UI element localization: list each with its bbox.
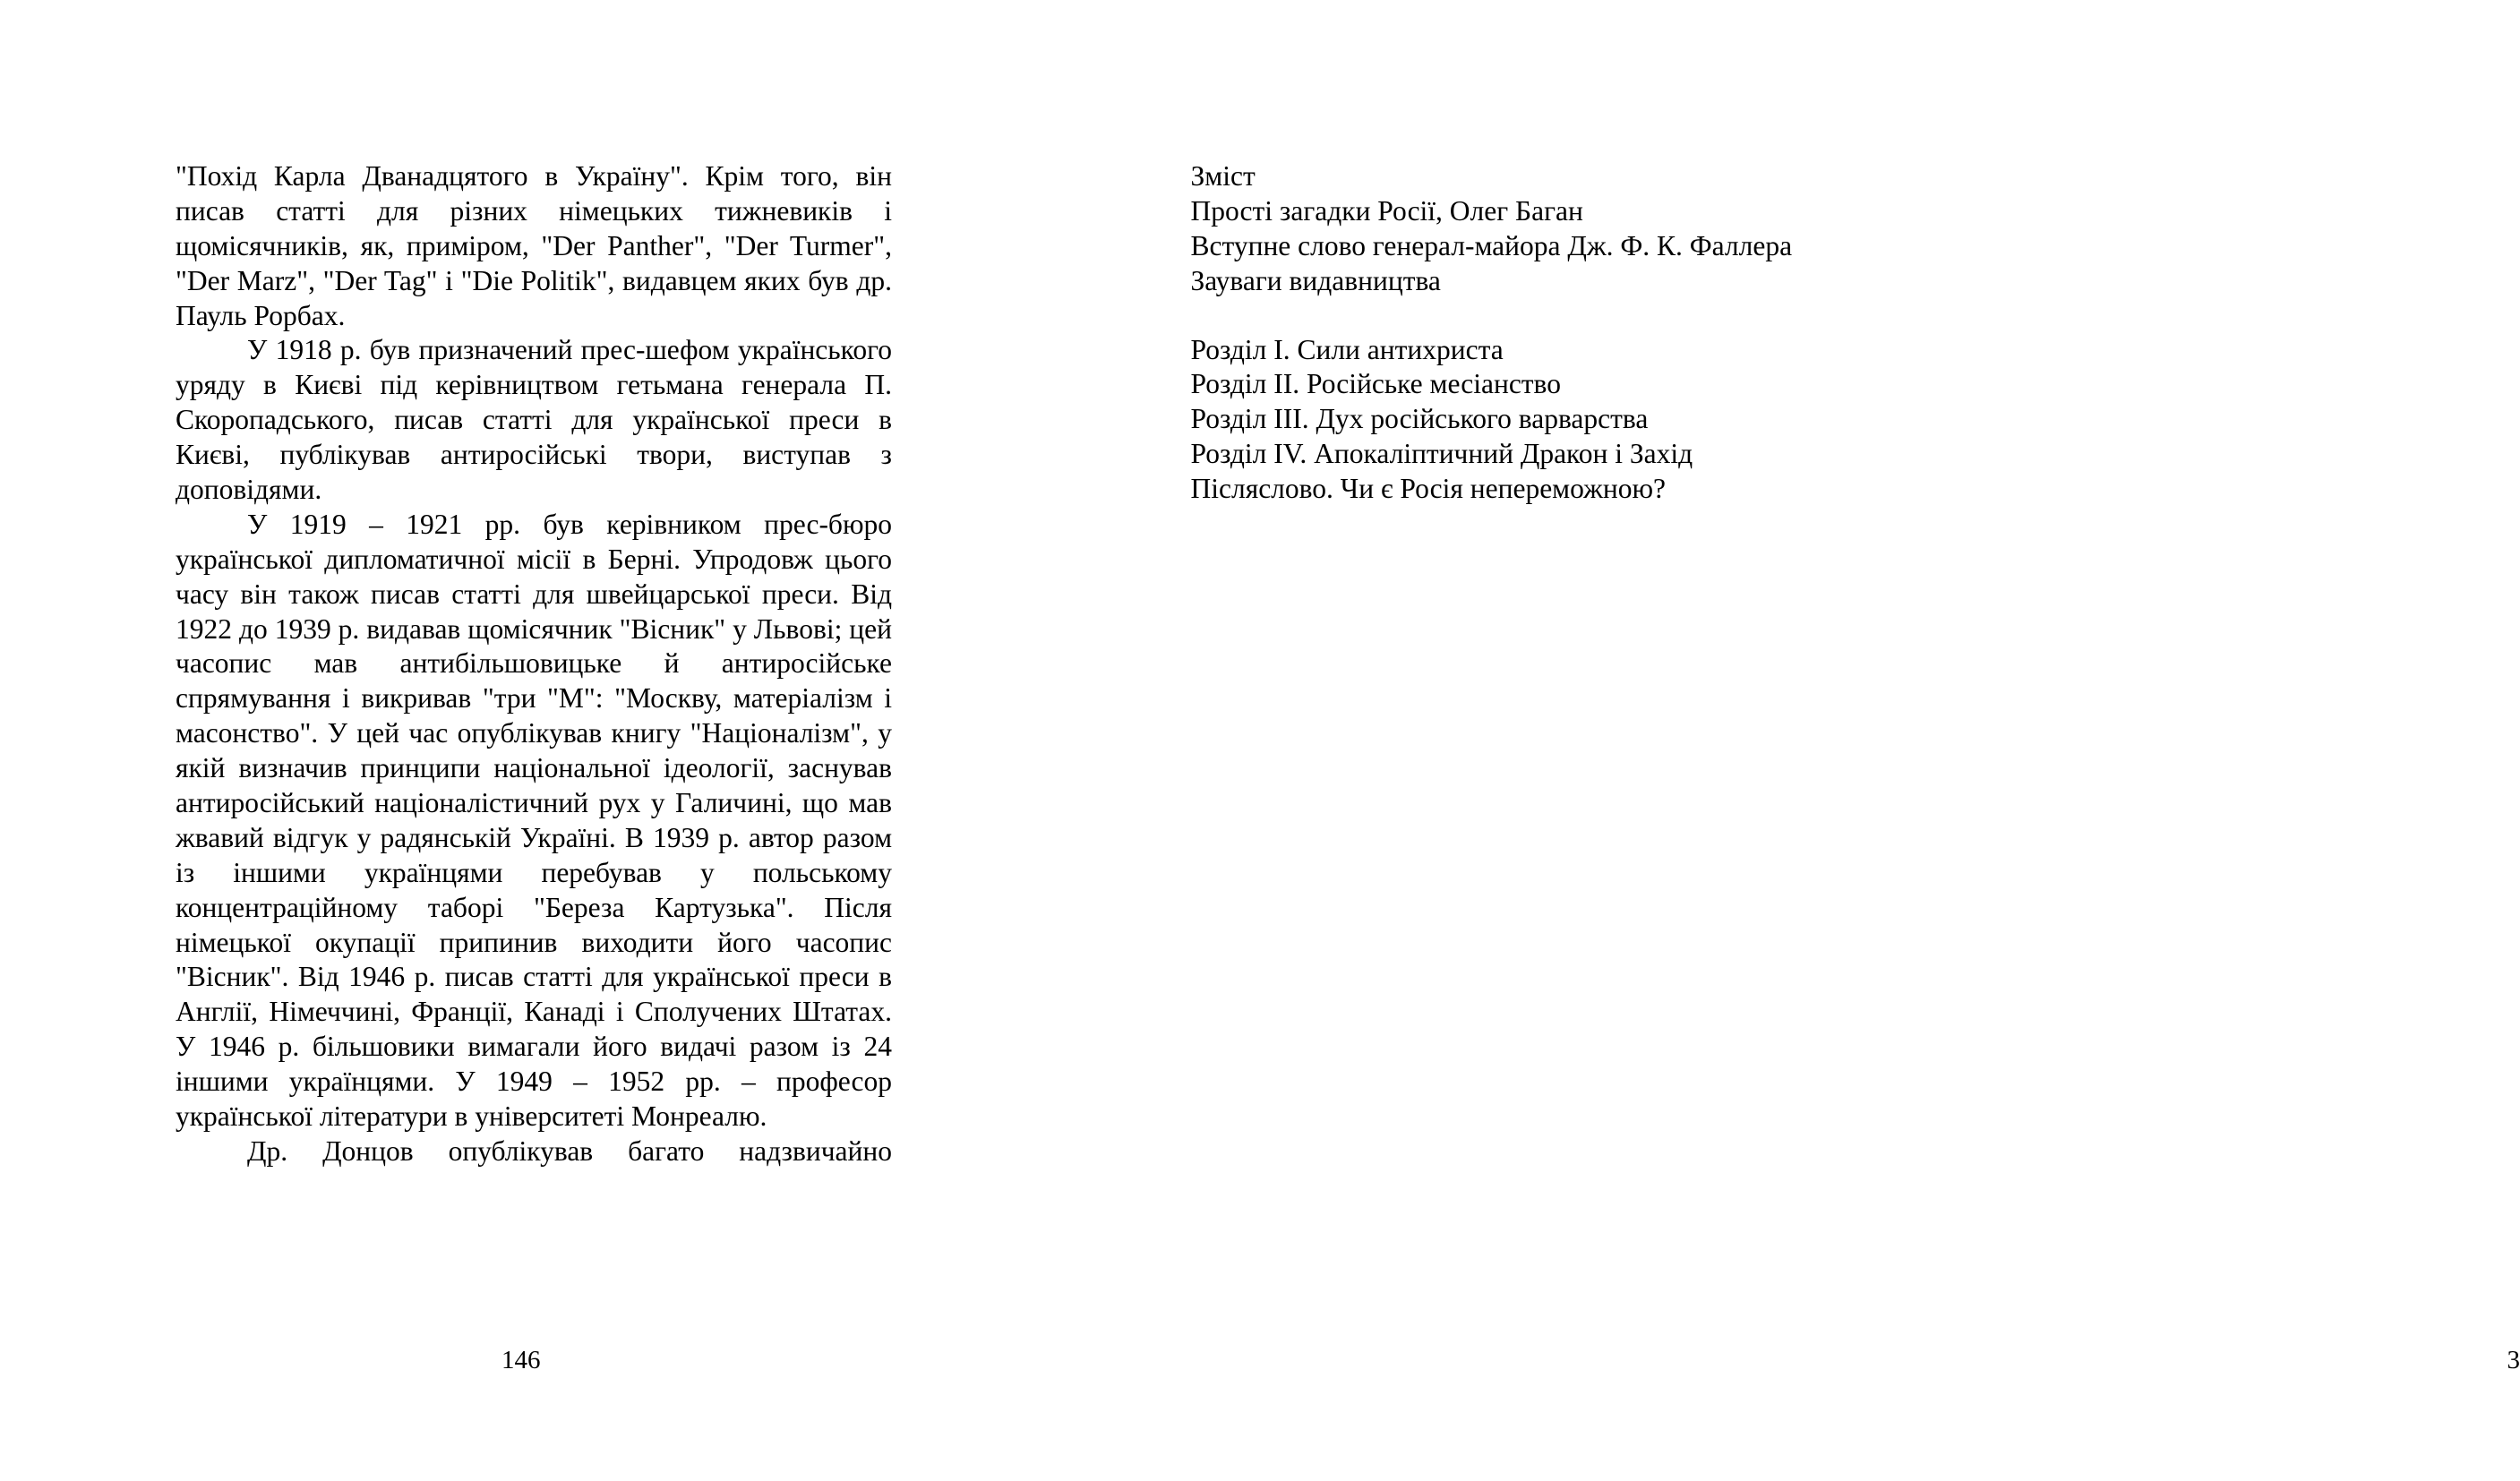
paragraph: Др. Донцов опублікував багато надзвичайно [247, 1134, 892, 1167]
toc-entry: Розділ II. Російське месіанство [1190, 368, 1561, 400]
toc-entry: Зауваги видавництва [1190, 264, 1441, 296]
toc-heading: Зміст [1190, 160, 1256, 192]
page-number-right: 3 [2507, 1346, 2520, 1374]
page-number-left: 146 [501, 1346, 541, 1374]
toc-entry: Післяслово. Чи є Росія непереможною? [1190, 473, 1666, 505]
toc-entry: Прості загадки Росії, Олег Баган [1190, 194, 1583, 227]
body-text-column [176, 159, 892, 1169]
page-left [0, 0, 1048, 1481]
paragraph: У 1919 – 1921 рр. був керівником прес-бюро української дипломатичної місії в Берні. Упродовж цього часу він також писав статті для швейцарської преси. Від 1922 до 1939 р. видавав щомісячник "Вісник" у Львові; цей часопис мав антибільшовицьке й антиросійське спрямування і викривав "три "М": "Москву, матеріалізм і масонство". У цей час опублікував книгу "Націоналізм", у якій визначив принципи національної ідеології, заснував антиросійський націоналістичний рух у Галичині, що мав жвавий відгук у радянській Україні. В 1939 р. автор разом із іншими українцями перебував у польському концентраційному таборі "Береза Картузька". Після німецької окупації припинив виходити його часопис "Вісник". Від 1946 р. писав статті для української преси в Англії, Німеччині, Франції, Канаді і Сполучених Штатах. У 1946 р. більшовики вимагали його видачі разом із 24 іншими українцями. У 1949 – 1952 рр. – професор української літератури в університеті Монреалю. [176, 508, 892, 1133]
toc-entry: Вступне слово генерал-майора Дж. Ф. К. Фаллера [1190, 229, 1793, 261]
toc-entry: Розділ I. Сили антихриста [1190, 333, 1504, 365]
page-right [1048, 0, 2520, 1481]
toc-entry: Розділ III. Дух російського варварства [1190, 403, 1649, 435]
table-of-contents [1155, 159, 1836, 507]
toc-spacer [1155, 299, 1836, 333]
paragraph: У 1918 р. був призначений прес-шефом українського уряду в Києві під керівництвом гетьмана генерала П. Скоропадського, писав статті для української преси в Києві, публікував антиросійські твори, виступав з доповідями. [176, 334, 892, 506]
toc-entry: Розділ IV. Апокаліптичний Дракон і Захід [1190, 438, 1693, 470]
paragraph: "Похід Карла Дванадцятого в Україну". Крім того, він писав статті для різних німецьких тижневиків і щомісячників, як, приміром, "Der Panther", "Der Turmer", "Der Marz", "Der Tag" і "Die Politik", видавцем яких був др. Пауль Рорбах. [176, 160, 892, 331]
